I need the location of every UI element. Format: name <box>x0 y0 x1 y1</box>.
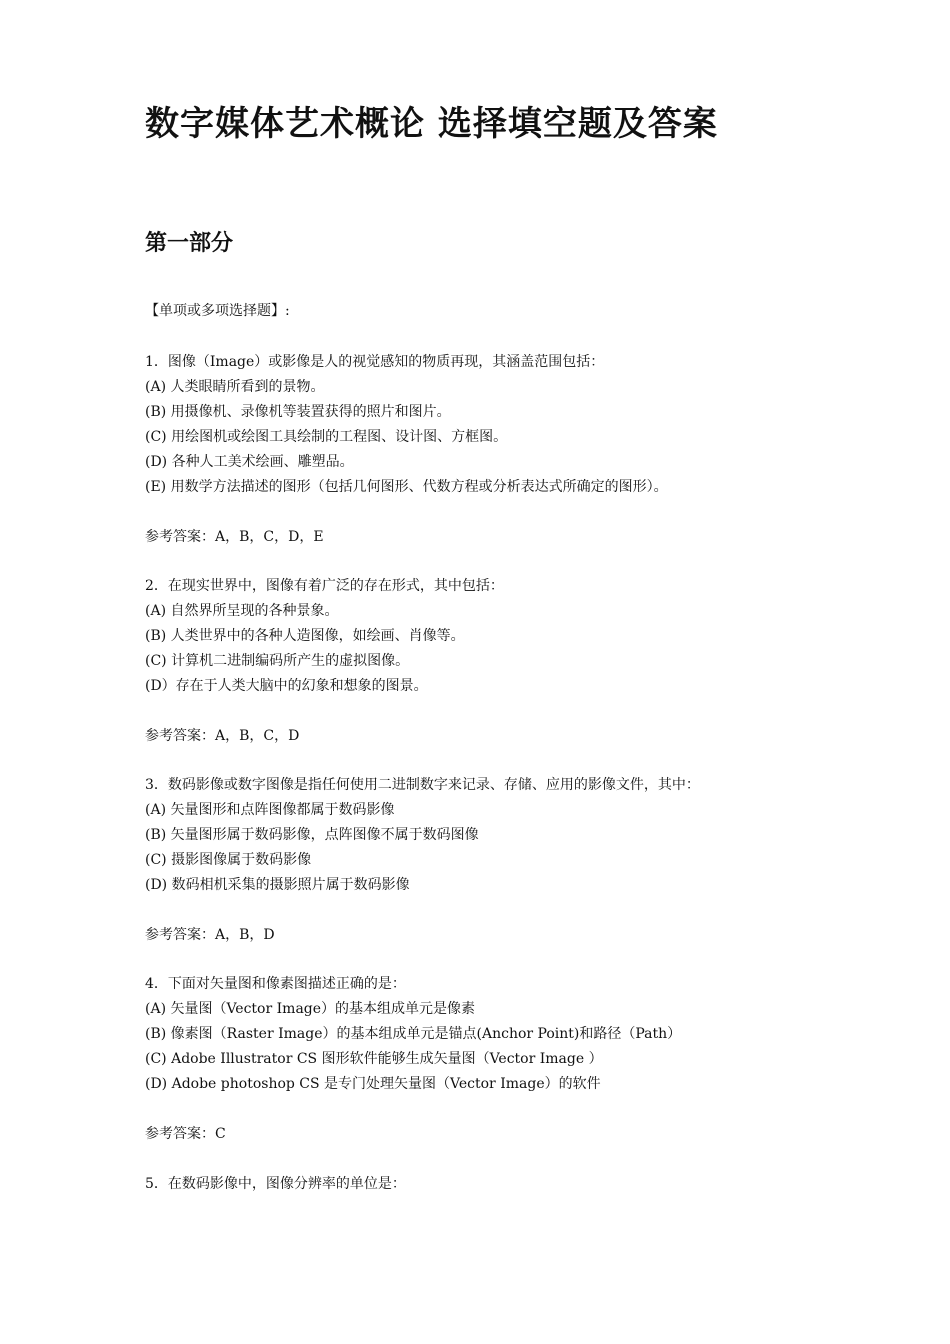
question-1-option-d: (D) 各种人工美术绘画、雕塑品。 <box>145 454 354 470</box>
question-1-answer: 参考答案：A，B，C，D，E <box>145 529 324 545</box>
question-4-answer: 参考答案：C <box>145 1126 226 1142</box>
question-4-option-d: (D) Adobe photoshop CS 是专门处理矢量图（Vector Image）的软件 <box>145 1076 601 1092</box>
part-heading: 第一部分 <box>145 230 234 256</box>
question-4-option-b: (B) 像素图（Raster Image）的基本组成单元是锚点(Anchor Point)和路径（Path） <box>145 1026 682 1042</box>
question-1-option-c: (C) 用绘图机或绘图工具绘制的工程图、设计图、方框图。 <box>145 429 508 445</box>
question-2-stem: 2．在现实世界中，图像有着广泛的存在形式，其中包括： <box>145 578 504 594</box>
section-label: 【单项或多项选择题】: <box>145 303 290 319</box>
question-2-option-a: (A) 自然界所呈现的各种景象。 <box>145 603 339 619</box>
question-3-option-b: (B) 矢量图形属于数码影像，点阵图像不属于数码图像 <box>145 827 479 843</box>
question-3-stem: 3．数码影像或数字图像是指任何使用二进制数字来记录、存储、应用的影像文件，其中： <box>145 777 700 793</box>
question-4-stem: 4．下面对矢量图和像素图描述正确的是： <box>145 976 406 992</box>
question-4-option-c: (C) Adobe Illustrator CS 图形软件能够生成矢量图（Vector Image ） <box>145 1051 603 1067</box>
question-4-option-a: (A) 矢量图（Vector Image）的基本组成单元是像素 <box>145 1001 476 1017</box>
question-3-answer: 参考答案：A，B，D <box>145 927 275 943</box>
question-2-option-b: (B) 人类世界中的各种人造图像，如绘画、肖像等。 <box>145 628 465 644</box>
question-1-option-b: (B) 用摄像机、录像机等装置获得的照片和图片。 <box>145 404 451 420</box>
document-title: 数字媒体艺术概论 选择填空题及答案 <box>145 104 718 144</box>
question-2-option-d: (D）存在于人类大脑中的幻象和想象的图景。 <box>145 678 428 694</box>
question-1-option-a: (A) 人类眼睛所看到的景物。 <box>145 379 325 395</box>
question-5-stem: 5．在数码影像中，图像分辨率的单位是： <box>145 1176 406 1192</box>
question-1-stem: 1．图像（Image）或影像是人的视觉感知的物质再现，其涵盖范围包括： <box>145 354 605 370</box>
question-2-option-c: (C) 计算机二进制编码所产生的虚拟图像。 <box>145 653 410 669</box>
question-3-option-a: (A) 矢量图形和点阵图像都属于数码影像 <box>145 802 395 818</box>
question-2-answer: 参考答案：A，B，C，D <box>145 728 300 744</box>
question-3-option-c: (C) 摄影图像属于数码影像 <box>145 852 312 868</box>
question-3-option-d: (D) 数码相机采集的摄影照片属于数码影像 <box>145 877 410 893</box>
question-1-option-e: (E) 用数学方法描述的图形（包括几何图形、代数方程或分析表达式所确定的图形）。 <box>145 479 668 495</box>
